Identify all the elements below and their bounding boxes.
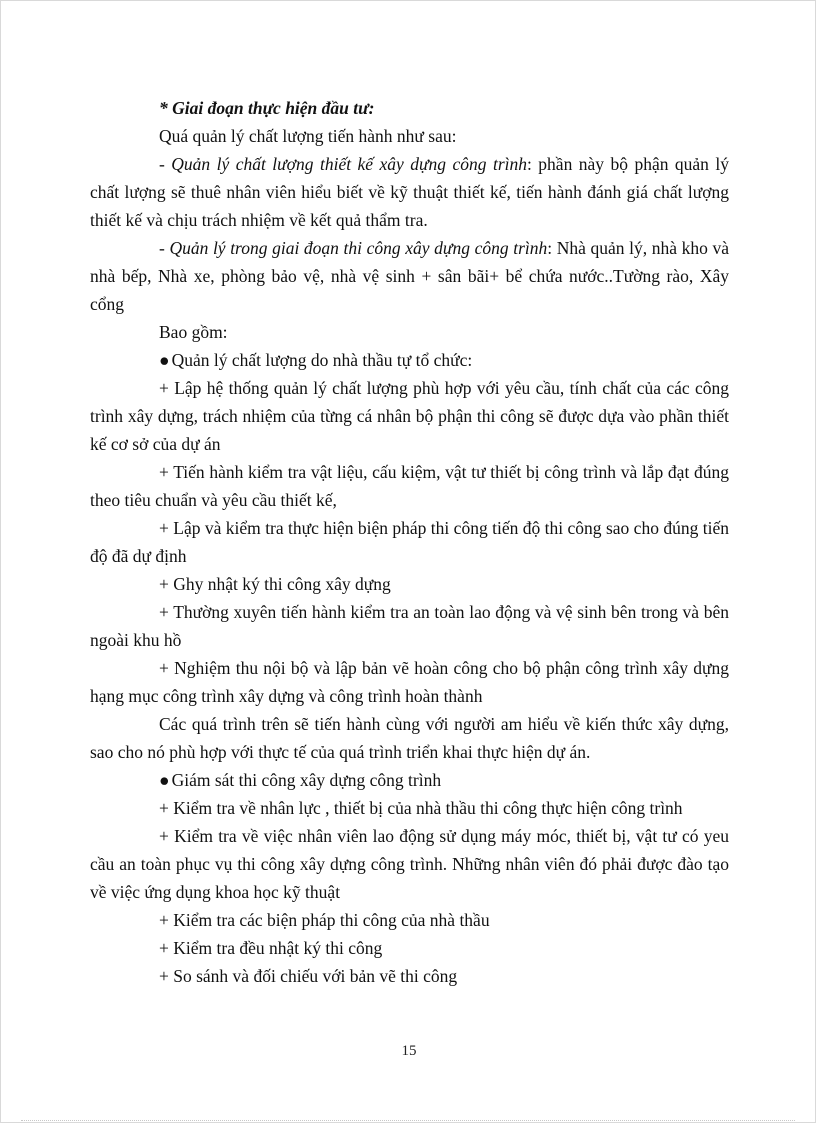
- supervision-item: + Kiểm tra về việc nhân viên lao động sử dụng máy móc, thiết bị, vật tư có yeu cầu an toàn phục vụ thi công xây dựng công trình. Những nhân viên đó phải được đào tạo về việc ứng dụng khoa học kỹ thuật: [90, 826, 729, 902]
- contractor-item: + Lập và kiểm tra thực hiện biện pháp thi công tiến độ thi công sao cho đúng tiến độ đã dự định: [90, 518, 729, 566]
- design-quality-label: - Quản lý chất lượng thiết kế xây dựng công trình: [159, 154, 527, 174]
- page-number: 15: [401, 1043, 417, 1059]
- construction-phase-text: : Nhà quản lý, nhà kho và nhà bếp, Nhà xe, phòng bảo vệ, nhà vệ sinh + sân bãi+ bể chứa nước..Tường rào, Xây cổng: [90, 238, 730, 314]
- supervision-heading: [90, 766, 729, 794]
- contractor-qc-title: Quản lý chất lượng do nhà thầu tự tổ chức:: [171, 350, 473, 370]
- bullet-icon: ●: [159, 350, 170, 370]
- section-heading: * Giai đoạn thực hiện đầu tư:: [159, 98, 375, 118]
- summary-paragraph: Các quá trình trên sẽ tiến hành cùng với người am hiểu về kiến thức xây dựng, sao cho nó phù hợp với thực tế của quá trình triển khai thực hiện dự án.: [90, 714, 729, 762]
- contractor-item: + Lập hệ thống quản lý chất lượng phù hợp với yêu cầu, tính chất của các công trình xây dựng, trách nhiệm của từng cá nhân bộ phận thi công sẽ được dựa vào phần thiết kế cơ sở của dự án: [90, 378, 729, 454]
- contractor-item: + Tiến hành kiểm tra vật liệu, cấu kiệm, vật tư thiết bị công trình và lắp đạt đúng theo tiêu chuẩn và yêu cầu thiết kế,: [90, 462, 729, 510]
- page-body: [90, 94, 729, 990]
- design-quality-text: : phần này bộ phận quản lý chất lượng sẽ thuê nhân viên hiểu biết về kỹ thuật thiết kế, tiến hành đánh giá chất lượng thiết kế và chịu trách nhiệm về kết quả thẩm tra.: [90, 154, 729, 230]
- contractor-qc-heading: [90, 346, 729, 374]
- intro-paragraph: Quá quản lý chất lượng tiến hành như sau:: [159, 126, 457, 146]
- supervision-item: + Kiểm tra các biện pháp thi công của nhà thầu: [159, 910, 490, 930]
- construction-phase-label: - Quản lý trong giai đoạn thi công xây dựng công trình: [159, 238, 548, 258]
- supervision-item: + Kiểm tra về nhân lực , thiết bị của nhà thầu thi công thực hiện công trình: [159, 798, 683, 818]
- contractor-item: + Ghy nhật ký thi công xây dựng: [159, 574, 391, 594]
- includes-label: Bao gồm:: [159, 322, 228, 342]
- design-quality-paragraph: [90, 150, 729, 234]
- contractor-item: + Nghiệm thu nội bộ và lập bản vẽ hoàn công cho bộ phận công trình xây dựng hạng mục công trình xây dựng và công trình hoàn thành: [90, 658, 729, 706]
- construction-phase-paragraph: [90, 234, 729, 318]
- supervision-item: + So sánh và đối chiếu với bản vẽ thi công: [159, 966, 458, 986]
- footer-divider: [21, 1120, 795, 1121]
- contractor-item: + Thường xuyên tiến hành kiểm tra an toàn lao động và vệ sinh bên trong và bên ngoài khu hồ: [90, 602, 729, 650]
- bullet-icon: ●: [159, 770, 170, 790]
- supervision-item: + Kiểm tra đều nhật ký thi công: [159, 938, 383, 958]
- supervision-title: Giám sát thi công xây dựng công trình: [171, 770, 442, 790]
